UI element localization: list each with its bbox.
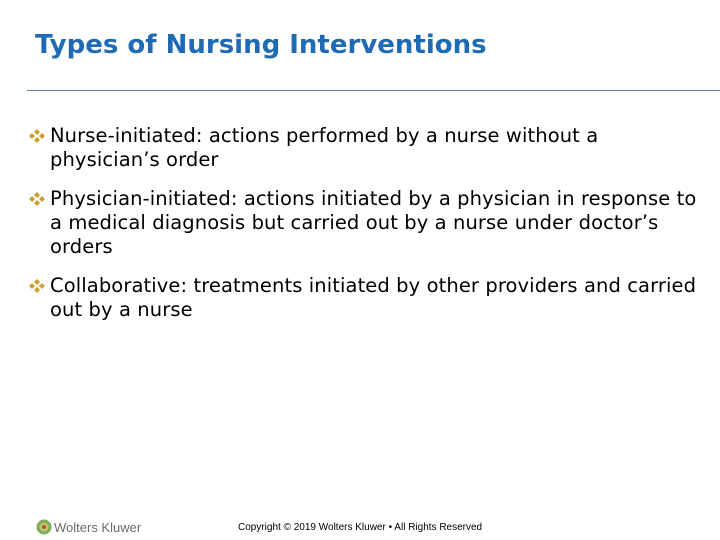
slide-title: Types of Nursing Interventions bbox=[35, 30, 487, 60]
bullet-item bbox=[28, 187, 708, 259]
diamond-bullet-icon bbox=[28, 279, 46, 293]
copyright-text: Copyright © 2019 Wolters Kluwer • All Rights Reserved bbox=[238, 522, 483, 533]
bullet-item bbox=[28, 274, 708, 322]
diamond-bullet-icon bbox=[28, 192, 46, 206]
wolters-kluwer-logo bbox=[36, 519, 141, 535]
logo-text: Wolters Kluwer bbox=[54, 519, 142, 535]
bullet-text: Physician-initiated: actions initiated by a physician in response to a medical diagnosis but carried out by a nurse under doctor’s orders bbox=[50, 187, 697, 258]
bullet-list bbox=[28, 124, 708, 337]
bullet-item bbox=[28, 124, 708, 172]
title-divider bbox=[27, 90, 720, 91]
diamond-bullet-icon bbox=[28, 129, 46, 143]
bullet-text: Nurse-initiated: actions performed by a nurse without a physician’s order bbox=[50, 124, 599, 171]
globe-logo-icon bbox=[36, 519, 52, 535]
bullet-text: Collaborative: treatments initiated by other providers and carried out by a nurse bbox=[50, 274, 697, 321]
